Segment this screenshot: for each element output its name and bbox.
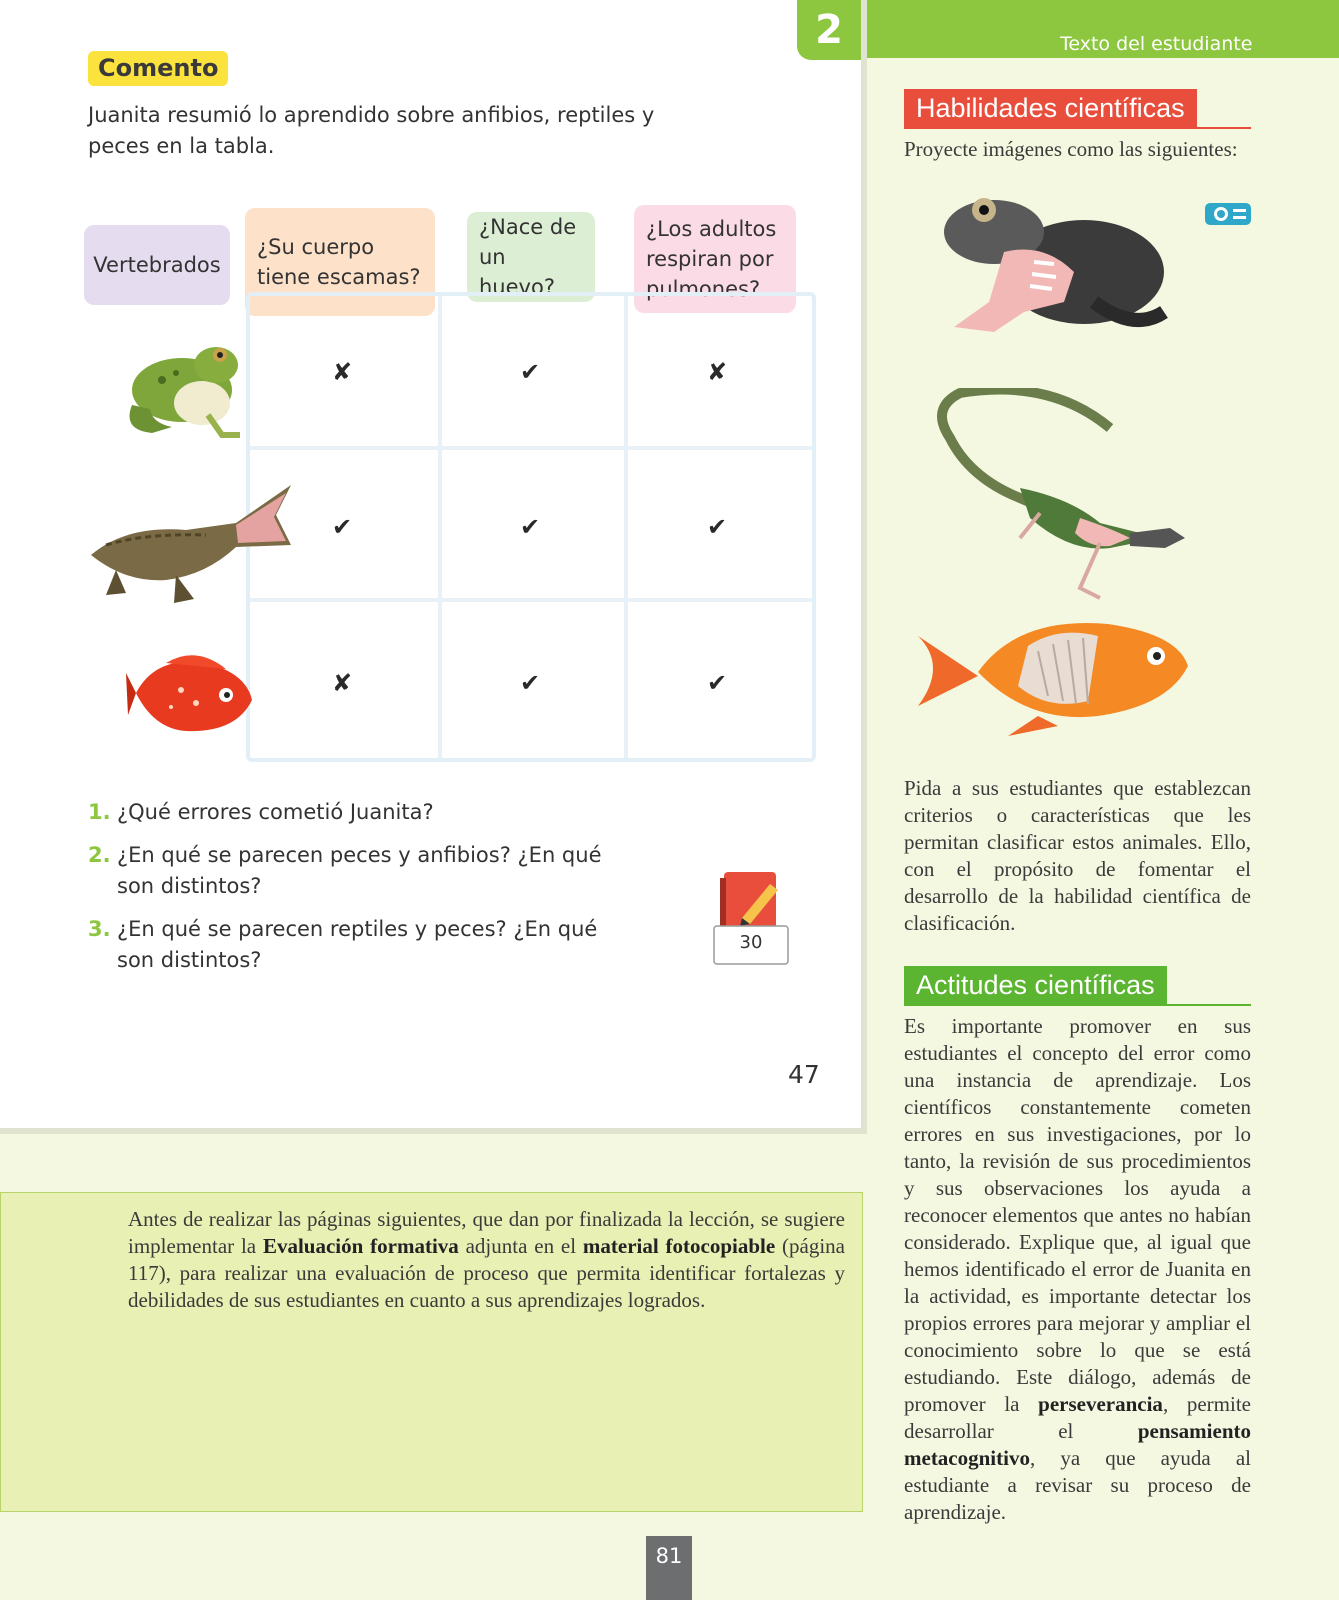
- crocodile-image: [86, 485, 296, 605]
- header-vertebrados: Vertebrados: [84, 225, 230, 305]
- grid-line: [438, 296, 442, 758]
- mark-cell: ✔: [519, 513, 541, 541]
- divider: [904, 1004, 1251, 1006]
- actitudes-text: , ya que ayuda al estudiante a revisar su proceso de aprendizaje.: [904, 1446, 1251, 1524]
- header-label: Texto del estudiante: [1060, 33, 1253, 55]
- evaluacion-text: [128, 1206, 845, 1314]
- goldfish-anatomy-image: [918, 606, 1192, 738]
- question-text: ¿Qué errores cometió Juanita?: [117, 800, 434, 824]
- grid-line: [624, 296, 628, 758]
- frog-image: [112, 335, 244, 440]
- question-number: 1.: [88, 800, 111, 824]
- mark-cell: ✔: [706, 513, 728, 541]
- actitudes-bold-metacognitivo: pensamiento metacognitivo: [904, 1419, 1251, 1470]
- mark-cell: ✘: [331, 358, 353, 386]
- question-text: ¿En qué se parecen reptiles y peces? ¿En qué son distintos?: [117, 917, 598, 972]
- actitudes-title: Actitudes científicas: [904, 966, 1167, 1006]
- grid-line: [250, 598, 812, 602]
- projector-icon: [1205, 201, 1251, 227]
- mark-cell: ✘: [331, 669, 353, 697]
- question-3: [88, 914, 617, 976]
- mark-cell: ✔: [331, 513, 353, 541]
- actitudes-text: , permite desarrollar el: [904, 1392, 1251, 1443]
- question-text: ¿En qué se parecen peces y anfibios? ¿En qué son distintos?: [117, 843, 602, 898]
- evaluacion-text-part: (página 117), para realizar una evaluación de proceso que permita identificar fortalezas y debilidades de sus estudiantes en cuanto a sus aprendizajes logrados.: [128, 1234, 845, 1312]
- notebook-page-number: 30: [739, 932, 763, 953]
- actitudes-paragraph: [904, 1013, 1251, 1526]
- habilidades-title: Habilidades científicas: [904, 89, 1197, 129]
- actitudes-bold-perseverancia: perseverancia: [1038, 1392, 1163, 1416]
- chapter-tab: 2: [797, 0, 861, 60]
- header-pulmones: ¿Los adultos respiran por pulmones?: [634, 205, 796, 313]
- divider: [904, 127, 1251, 129]
- mark-cell: ✔: [519, 358, 541, 386]
- question-1: [88, 797, 617, 828]
- fish-image: [126, 645, 256, 741]
- mark-cell: ✘: [706, 358, 728, 386]
- grid-line: [250, 446, 812, 450]
- intro-text: Juanita resumió lo aprendido sobre anfibios, reptiles y peces en la tabla.: [88, 103, 655, 158]
- evaluacion-text-part: Antes de realizar las páginas siguientes, que dan por finalizada la lección, se sugiere implementar la: [128, 1207, 845, 1258]
- habilidades-intro: Proyecte imágenes como las siguientes:: [904, 137, 1238, 161]
- habilidades-paragraph: Pida a sus estudiantes que establezcan criterios o características que les permitan clasificar estos animales. Ello, con el propósito de fomentar el desarrollo de la habilidad científica de clasificación.: [904, 776, 1251, 935]
- question-number: 2.: [88, 843, 111, 867]
- mark-cell: ✔: [519, 669, 541, 697]
- lizard-anatomy-image: [930, 388, 1190, 608]
- header-escamas: ¿Su cuerpo tiene escamas?: [245, 208, 435, 316]
- notebook-icon: [712, 870, 792, 966]
- actitudes-text: Es importante promover en sus estudiantes el concepto del error como una instancia de aprendizaje. Los científicos constantemente cometen errores en sus investigaciones, por lo tanto, la revisión de sus procedimientos y sus observaciones los ayuda a reconocer elementos que antes no habían considerado. Explique que, al igual que hemos identificado el error de Juanita en la actividad, es importante detectar los propios errores para mejorar y ampliar el conocimiento sobre lo que se está estudiando. Este diálogo, además de promover la: [904, 1014, 1251, 1416]
- comento-badge: Comento: [88, 51, 228, 86]
- question-2: [88, 840, 617, 902]
- page-number: 81: [646, 1536, 692, 1600]
- mark-cell: ✔: [706, 669, 728, 697]
- student-page-number: 47: [788, 1060, 820, 1089]
- evaluacion-text-part: adjunta en el: [458, 1234, 583, 1258]
- evaluacion-bold-evaluacion-formativa: Evaluación formativa: [262, 1234, 459, 1258]
- question-number: 3.: [88, 917, 111, 941]
- header-huevo: ¿Nace de un huevo?: [467, 212, 595, 302]
- frog-anatomy-image: [934, 192, 1170, 342]
- evaluacion-bold-material-fotocopiable: material fotocopiable: [582, 1234, 776, 1258]
